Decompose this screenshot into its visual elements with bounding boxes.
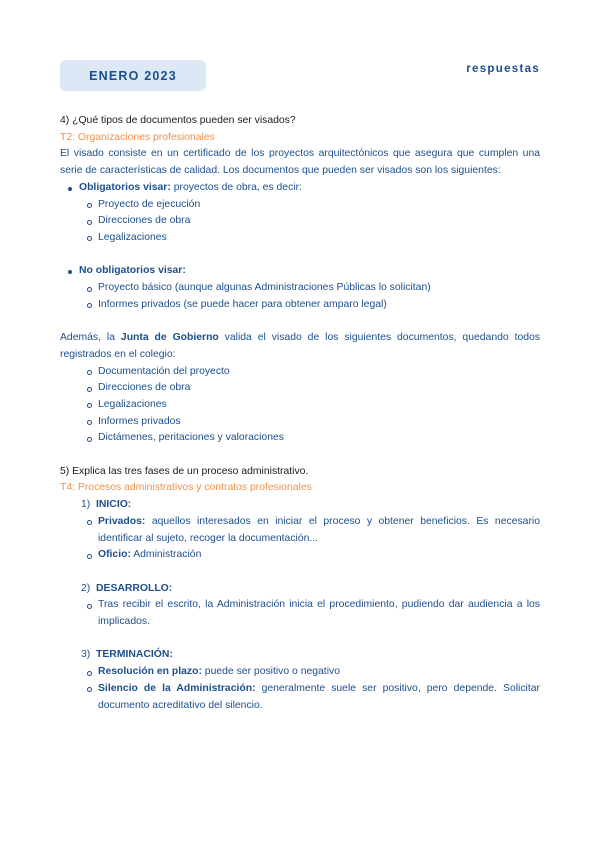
topic-4: T2: Organizaciones profesionales [60,131,215,143]
visado-list [60,180,540,247]
list-item: Direcciones de obra [60,380,540,397]
visado-intro: El visado consiste en un certificado de los proyectos arquitectónicos que asegura que cumplen una serie de características de calidad. Los documentos que pueden ser visados son los siguientes: [60,148,540,177]
list-item-label: No obligatorios visar: [79,265,186,277]
phase-3-title: 3) TERMINACIÓN: [81,649,173,661]
junta-paragraph: Además, la Junta de Gobierno valida el visado de los siguientes documentos, quedando todos registrados en el colegio: [60,332,540,360]
document-body [60,113,540,714]
section-label: respuestas [466,63,540,75]
phase-1-title: 1) INICIO: [81,499,132,511]
list-item: Proyecto de ejecución [60,197,540,214]
phase-2-title: 2) DESARROLLO: [81,582,173,594]
date-badge: ENERO 2023 [60,60,206,91]
question-4: 4) ¿Qué tipos de documentos pueden ser visados? [60,115,296,126]
list-item-text: proyectos de obra, es decir: [170,181,302,193]
list-item [60,263,540,280]
list-item: Informes privados (se puede hacer para obtener amparo legal) [60,297,540,314]
list-item: Direcciones de obra [60,213,540,230]
junta-list [60,364,540,448]
list-item: Legalizaciones [60,230,540,247]
phase-1-list [60,514,540,564]
question-5: 5) Explica las tres fases de un proceso administrativo. [60,465,309,477]
list-item: Privados: aquellos interesados en iniciar el proceso y obtener beneficios. Es necesario identificar al sujeto, recoger la documentación... [60,514,540,547]
list-item [60,180,540,197]
topic-5: T4: Procesos administrativos y contratos profesionales [60,482,312,494]
list-item-label: Obligatorios visar: [79,181,171,193]
phase-2-list [60,597,540,630]
list-item: Documentación del proyecto [60,364,540,381]
optional-list [60,263,540,313]
list-item: Resolución en plazo: puede ser positivo o negativo [60,664,540,681]
list-item: Informes privados [60,414,540,431]
list-item: Legalizaciones [60,397,540,414]
phase-3-list [60,664,540,714]
list-item: Tras recibir el escrito, la Administración inicia el procedimiento, pudiendo dar audiencia a los implicados. [60,597,540,630]
list-item: Silencio de la Administración: generalmente suele ser positivo, pero depende. Solicitar documento acreditativo del silencio. [60,681,540,714]
list-item: Proyecto básico (aunque algunas Administraciones Públicas lo solicitan) [60,280,540,297]
list-item: Oficio: Administración [60,547,540,564]
list-item: Dictámenes, peritaciones y valoraciones [60,430,540,447]
